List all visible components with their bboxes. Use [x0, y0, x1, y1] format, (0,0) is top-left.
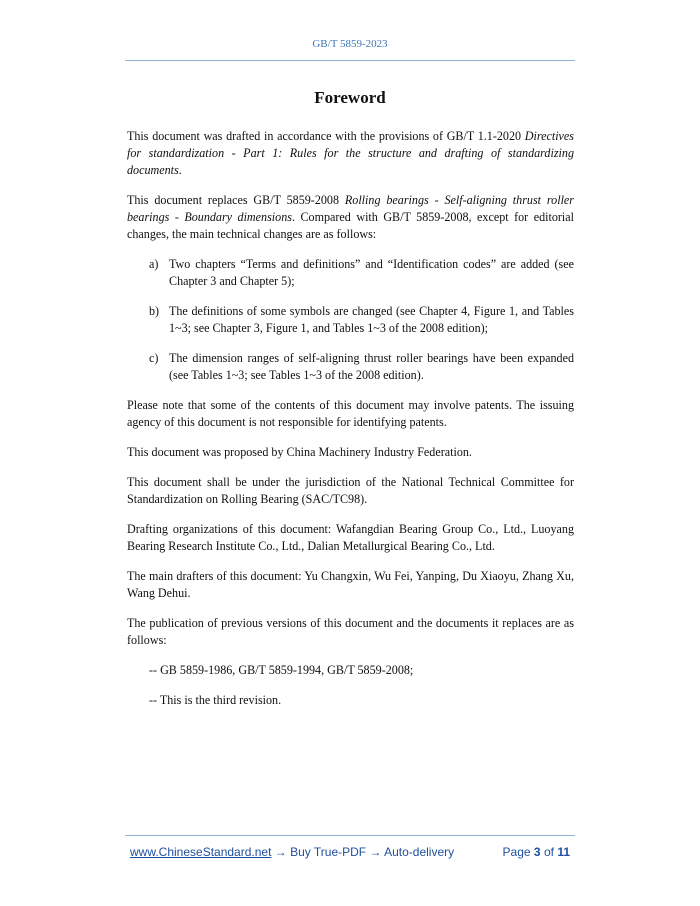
page-number — [503, 845, 570, 859]
paragraph-drafting-basis — [127, 128, 574, 179]
page-label: Page — [502, 845, 531, 859]
footer-promo: → Buy True-PDF → Auto-delivery — [271, 845, 455, 859]
paragraph-versions-intro: The publication of previous versions of this document and the documents it replaces are as follows: — [127, 616, 574, 647]
paragraph-end: . Compared with GB/T 5859-2008, except for editorial changes, the main technical changes are as follows: — [127, 210, 574, 241]
list-text: The dimension ranges of self-aligning thrust roller bearings have been expanded (see Tables 1~3; see Tables 1~3 of the 2008 edition). — [169, 351, 574, 382]
footer-divider — [125, 835, 575, 836]
paragraph-text: This document was drafted in accordance with the provisions of GB/T 1.1-2020 — [127, 129, 525, 143]
list-marker: c) — [149, 351, 159, 365]
paragraph-drafting-organizations: Drafting organizations of this document: Wafangdian Bearing Group Co., Ltd., Luoyang Bearing Research Institute Co., Ltd., Dalian Metallurgical Bearing Co., Ltd. — [127, 522, 574, 553]
list-item — [149, 256, 574, 290]
paragraph-drafters: The main drafters of this document: Yu Changxin, Wu Fei, Yanping, Du Xiaoyu, Zhang Xu, Wang Dehui. — [127, 569, 574, 600]
paragraph-end: . — [178, 163, 182, 177]
document-body — [127, 128, 574, 722]
paragraph-proposer: This document was proposed by China Machinery Industry Federation. — [127, 445, 472, 459]
list-marker: b) — [149, 304, 160, 318]
page-total: 11 — [557, 845, 570, 859]
list-marker: a) — [149, 257, 159, 271]
list-text: The definitions of some symbols are changed (see Chapter 4, Figure 1, and Tables 1~3; see Chapter 3, Figure 1, and Tables 1~3 of the 2008 edition); — [169, 304, 574, 335]
version-item: -- This is the third revision. — [149, 693, 282, 707]
paragraph-text: This document replaces GB/T 5859-2008 — [127, 193, 345, 207]
paragraph-patents: Please note that some of the contents of this document may involve patents. The issuing agency of this document is not responsible for identifying patents. — [127, 398, 574, 429]
document-title-italic: Directives for standardization - Part 1: Rules for the structure and drafting of standardizing documents — [127, 129, 574, 177]
running-header: GB/T 5859-2023 — [312, 38, 388, 50]
version-item: -- GB 5859-1986, GB/T 5859-1994, GB/T 5859-2008; — [149, 663, 414, 677]
header-divider — [125, 60, 575, 61]
document-title-italic: Rolling bearings - Self-aligning thrust roller bearings - Boundary dimensions — [127, 193, 574, 224]
page-of: of — [543, 845, 554, 859]
website-link[interactable]: www.ChineseStandard.net — [130, 845, 272, 859]
page-footer — [130, 845, 570, 859]
page-title: Foreword — [314, 88, 386, 107]
page-current: 3 — [533, 845, 541, 859]
list-item — [149, 350, 574, 384]
paragraph-replaces — [127, 192, 574, 243]
paragraph-jurisdiction: This document shall be under the jurisdiction of the National Technical Committee for Standardization on Rolling Bearing (SAC/TC98). — [127, 475, 574, 506]
list-item — [149, 303, 574, 337]
list-text: Two chapters “Terms and definitions” and “Identification codes” are added (see Chapter 3 and Chapter 5); — [169, 257, 574, 288]
